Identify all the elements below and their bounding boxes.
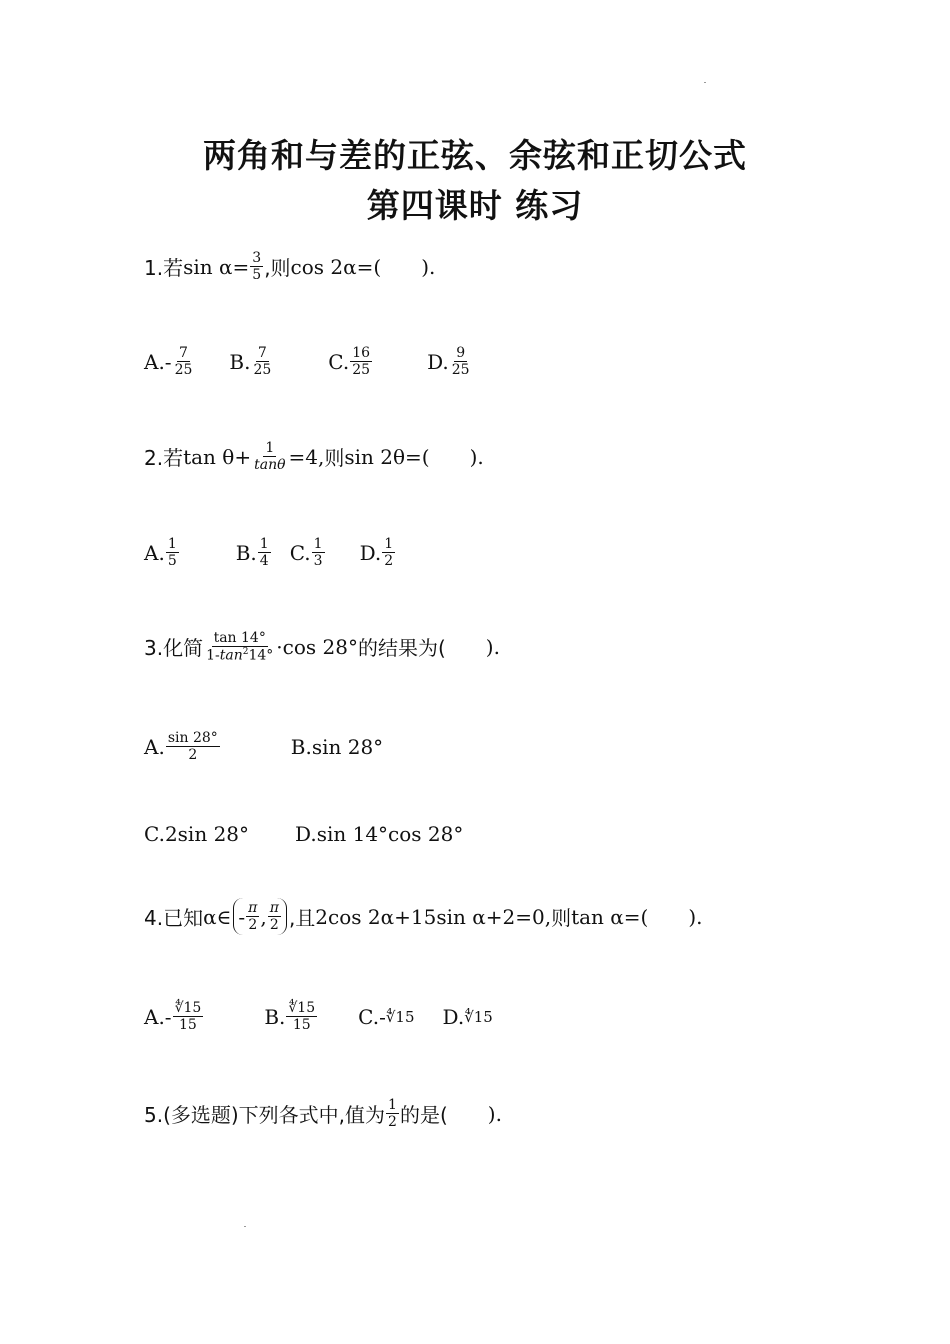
option-label: C.- xyxy=(358,1004,386,1029)
q5-tail: ). xyxy=(487,1101,502,1126)
q4-option-b xyxy=(264,1000,318,1033)
option-label: B. xyxy=(264,1004,286,1029)
q3-option-b: B.sin 28° xyxy=(290,734,384,759)
frac-den: 2 xyxy=(384,553,394,570)
frac-den: 25 xyxy=(352,362,371,379)
q4-expr2: 2cos 2α+15sin α+2=0, xyxy=(315,904,552,929)
q2-prefix: 2.若 xyxy=(144,446,184,471)
q2-option-d xyxy=(360,536,397,569)
q2-frac-den: tanθ xyxy=(254,457,286,474)
q1-option-a xyxy=(144,345,195,378)
q4-option-d xyxy=(443,1005,493,1029)
option-label: C. xyxy=(289,540,311,565)
question-4 xyxy=(144,898,703,935)
q4-option-c xyxy=(358,1005,414,1029)
q1-prefix: 1.若 xyxy=(144,256,184,281)
frac-num: 1 xyxy=(384,536,394,552)
q1-fraction xyxy=(250,250,263,283)
q4-interval: - $\frac{\pi}{2}$ , $\frac{\pi}{2}$ xyxy=(233,898,287,935)
q3-options-row1 xyxy=(144,730,383,763)
option-fraction xyxy=(251,345,273,378)
frac-den: 3 xyxy=(313,553,323,570)
question-5 xyxy=(144,1097,502,1130)
q4-tail: ). xyxy=(688,904,703,929)
q3-fraction xyxy=(204,630,275,664)
q3-mid: 的结果为( xyxy=(357,636,446,661)
frac-num: 7 xyxy=(257,345,267,361)
q3-prefix: 3.化简 xyxy=(144,636,204,661)
frac-den: 2 xyxy=(188,747,198,764)
q3-expr: ·cos 28° xyxy=(276,634,358,659)
scan-speck xyxy=(244,1226,246,1227)
q5-frac-num: 1 xyxy=(388,1097,397,1113)
frac-num: 1 xyxy=(167,536,177,552)
frac-den: 5 xyxy=(167,553,177,570)
option-label: A.- xyxy=(144,349,172,374)
q3-options-row2 xyxy=(144,822,463,846)
interval-sign: - xyxy=(238,904,246,929)
q4-options xyxy=(144,1000,493,1033)
option-fraction xyxy=(450,345,472,378)
frac-den: 2 xyxy=(269,917,279,934)
option-radical: ∜15 xyxy=(464,1007,493,1026)
q2-option-c xyxy=(290,536,326,569)
den-tan: tan xyxy=(219,647,243,664)
q1-expr: cos 2α=( xyxy=(290,254,382,279)
question-2 xyxy=(144,440,484,473)
q1-frac-den: 5 xyxy=(252,267,262,284)
q5-fraction xyxy=(386,1097,399,1130)
option-label: A. xyxy=(144,734,165,759)
q5-frac-den: 2 xyxy=(388,1114,397,1131)
frac-num: 1 xyxy=(259,536,269,552)
den-angle: 14° xyxy=(248,647,274,664)
q4-expr3: tan α=( xyxy=(571,904,649,929)
q1-option-d xyxy=(427,345,473,378)
frac-den: 4 xyxy=(259,553,269,570)
option-label: C. xyxy=(328,349,350,374)
q1-option-b xyxy=(229,345,274,378)
q1-mid: ,则 xyxy=(264,256,291,281)
interval-right xyxy=(268,900,281,933)
option-label: D. xyxy=(359,540,382,565)
page-title: 两角和与差的正弦、余弦和正切公式 xyxy=(203,136,747,175)
question-1 xyxy=(144,250,435,283)
den-part: 1- xyxy=(206,647,220,664)
q1-tail: ). xyxy=(421,254,436,279)
frac-num: π xyxy=(269,900,279,916)
frac-num: sin 28° xyxy=(167,730,218,746)
q2-options xyxy=(144,536,396,569)
scan-speck xyxy=(704,82,706,83)
option-label: A. xyxy=(144,540,165,565)
frac-den: 25 xyxy=(174,362,193,379)
option-label: B. xyxy=(229,349,251,374)
option-fraction xyxy=(173,345,195,378)
q2-option-a xyxy=(144,536,180,569)
q3-option-c: C.2sin 28° xyxy=(144,822,250,846)
option-fraction xyxy=(350,345,372,378)
option-label: D. xyxy=(427,349,449,374)
frac-num: 7 xyxy=(179,345,188,361)
q2-fraction xyxy=(252,440,287,473)
interval-left xyxy=(246,900,259,933)
q4-prefix: 4.已知 xyxy=(144,906,204,931)
question-3 xyxy=(144,630,500,664)
option-label: A.- xyxy=(144,1004,172,1029)
option-fraction xyxy=(382,536,395,569)
frac-den: 25 xyxy=(451,362,470,379)
option-label: B. xyxy=(235,540,257,565)
frac-num: ∜15 xyxy=(288,1000,316,1016)
q1-sin: sin α= xyxy=(183,254,250,279)
frac-den: 15 xyxy=(292,1017,311,1034)
q4-expr1: α∈ xyxy=(203,904,232,929)
frac-den: 2 xyxy=(248,917,258,934)
q2-expr2: =4, xyxy=(288,444,325,469)
frac-num: ∜15 xyxy=(174,1000,202,1016)
den-exponent: 2 xyxy=(242,647,249,658)
frac-num: π xyxy=(248,900,258,916)
frac-num: 1 xyxy=(313,536,323,552)
q2-option-b xyxy=(236,536,272,569)
q5-mid: 的是( xyxy=(399,1103,448,1128)
q3-option-d: D.sin 14°cos 28° xyxy=(295,822,464,846)
q3-frac-num: tan 14° xyxy=(213,630,266,646)
option-fraction xyxy=(173,1000,204,1033)
option-fraction xyxy=(166,536,179,569)
q4-option-a xyxy=(144,1000,204,1033)
q3-tail: ). xyxy=(485,634,500,659)
q3-option-a xyxy=(144,730,221,763)
q2-mid: 则 xyxy=(324,446,345,471)
option-fraction xyxy=(258,536,271,569)
page-subtitle: 第四课时 练习 xyxy=(366,186,584,225)
q1-option-c xyxy=(328,345,373,378)
q3-frac-den xyxy=(204,647,275,664)
option-fraction xyxy=(312,536,325,569)
q2-expr3: sin 2θ=( xyxy=(344,444,430,469)
q2-frac-num: 1 xyxy=(265,440,275,456)
q4-mid1: ,且 xyxy=(288,906,316,931)
option-radical: ∜15 xyxy=(385,1007,415,1026)
frac-num: 16 xyxy=(352,345,371,361)
q5-prefix: 5.(多选题)下列各式中,值为 xyxy=(144,1103,386,1128)
frac-den: 15 xyxy=(179,1017,197,1034)
option-fraction xyxy=(166,730,220,763)
q1-options xyxy=(144,345,473,378)
q4-mid2: 则 xyxy=(551,906,572,931)
q2-tail: ). xyxy=(469,444,484,469)
option-fraction xyxy=(286,1000,317,1033)
q2-expr1: tan θ+ xyxy=(183,444,252,469)
q1-frac-num: 3 xyxy=(252,250,262,266)
frac-num: 9 xyxy=(456,345,466,361)
option-label: D. xyxy=(442,1004,465,1029)
frac-den: 25 xyxy=(253,362,272,379)
